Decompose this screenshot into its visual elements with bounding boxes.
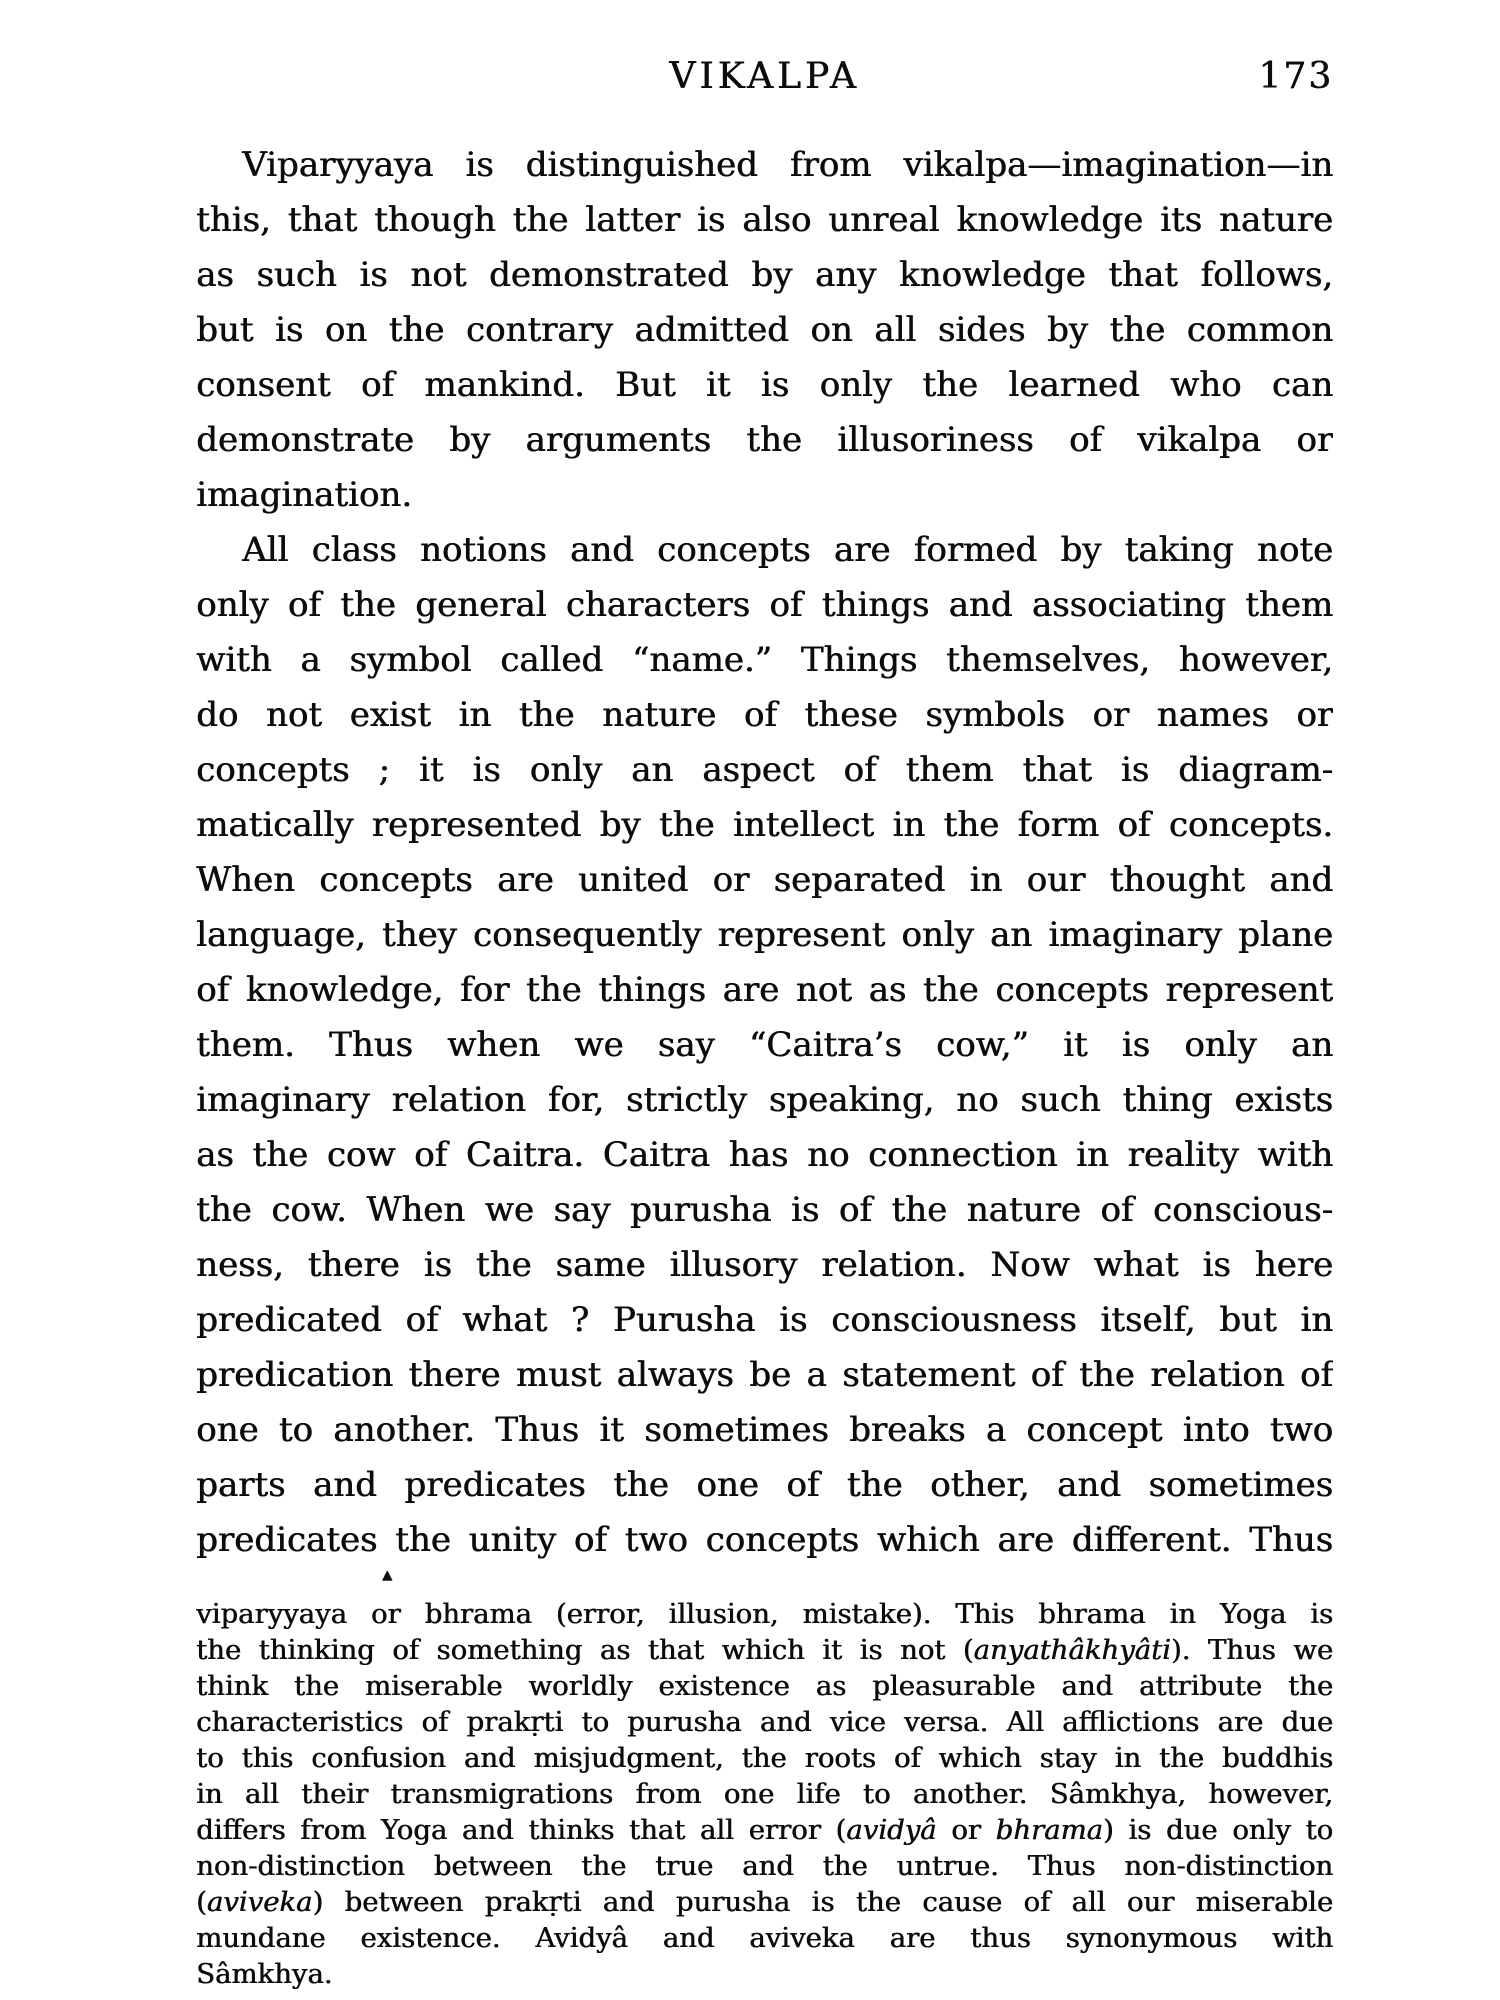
text-line: ness, there is the same illusory relation. Now what is here: [196, 1245, 1333, 1285]
text-line: Sâmkhya.: [196, 1958, 333, 1990]
text-line: differs from Yoga and thinks that all error (avidyâ or bhrama) is due only to: [196, 1814, 1333, 1846]
text-line: demonstrate by arguments the illusoriness of vikalpa or: [196, 420, 1333, 460]
text-line: viparyyaya or bhrama (error, illusion, mistake). This bhrama in Yoga is: [196, 1598, 1333, 1630]
text-line: imaginary relation for, strictly speaking, no such thing exists: [196, 1080, 1333, 1120]
text-line: to this confusion and misjudgment, the roots of which stay in the buddhis: [196, 1742, 1333, 1774]
text-line: one to another. Thus it sometimes breaks a concept into two: [196, 1410, 1333, 1450]
footnote: [196, 1596, 1333, 1992]
text-line: with a symbol called “name.” Things themselves, however,: [196, 640, 1333, 680]
text-line: predicated of what ? Purusha is consciousness itself, but in: [196, 1300, 1333, 1340]
text-line: the cow. When we say purusha is of the nature of conscious-: [196, 1190, 1333, 1230]
text-line: consent of mankind. But it is only the learned who can: [196, 365, 1333, 405]
text-line: in all their transmigrations from one life to another. Sâmkhya, however,: [196, 1778, 1333, 1810]
text-line: mundane existence. Avidyâ and aviveka are thus synonymous with: [196, 1922, 1333, 1954]
body-text: [196, 138, 1333, 1568]
text-line: characteristics of prakṛti to purusha and vice versa. All afflictions are due: [196, 1706, 1333, 1738]
text-line: Viparyyaya is distinguished from vikalpa—imagination—in: [242, 145, 1333, 185]
text-line: (aviveka) between prakṛti and purusha is the cause of all our miserable: [196, 1886, 1333, 1918]
text-line: as the cow of Caitra. Caitra has no connection in reality with: [196, 1135, 1333, 1175]
page-number: 173: [1258, 56, 1333, 97]
page-header: [196, 54, 1333, 100]
text-line: but is on the contrary admitted on all sides by the common: [196, 310, 1333, 350]
text-line: do not exist in the nature of these symbols or names or: [196, 695, 1333, 735]
text-line: think the miserable worldly existence as pleasurable and attribute the: [196, 1670, 1333, 1702]
text-line: of knowledge, for the things are not as the concepts represent: [196, 970, 1333, 1010]
text-line: predicates the unity of two concepts which are different. Thus: [196, 1520, 1333, 1560]
text-line: the thinking of something as that which it is not (anyathâkhyâti). Thus we: [196, 1634, 1333, 1666]
text-line: language, they consequently represent only an imaginary plane: [196, 915, 1333, 955]
text-line: matically represented by the intellect in the form of concepts.: [196, 805, 1333, 845]
running-title: VIKALPA: [669, 56, 860, 97]
text-line: them. Thus when we say “Caitra’s cow,” it is only an: [196, 1025, 1333, 1065]
text-line: this, that though the latter is also unreal knowledge its nature: [196, 200, 1333, 240]
text-line: non-distinction between the true and the untrue. Thus non-distinction: [196, 1850, 1333, 1882]
text-line: as such is not demonstrated by any knowledge that follows,: [196, 255, 1333, 295]
text-line: When concepts are united or separated in our thought and: [196, 860, 1333, 900]
text-line: parts and predicates the one of the other, and sometimes: [196, 1465, 1333, 1505]
text-line: only of the general characters of things and associating them: [196, 585, 1333, 625]
text-line: concepts ; it is only an aspect of them that is diagram-: [196, 750, 1333, 790]
text-line: imagination.: [196, 475, 412, 515]
text-line: All class notions and concepts are formed by taking note: [242, 530, 1333, 570]
text-line: predication there must always be a statement of the relation of: [196, 1355, 1333, 1395]
printer-ink-mark: ▲: [382, 1568, 392, 1583]
